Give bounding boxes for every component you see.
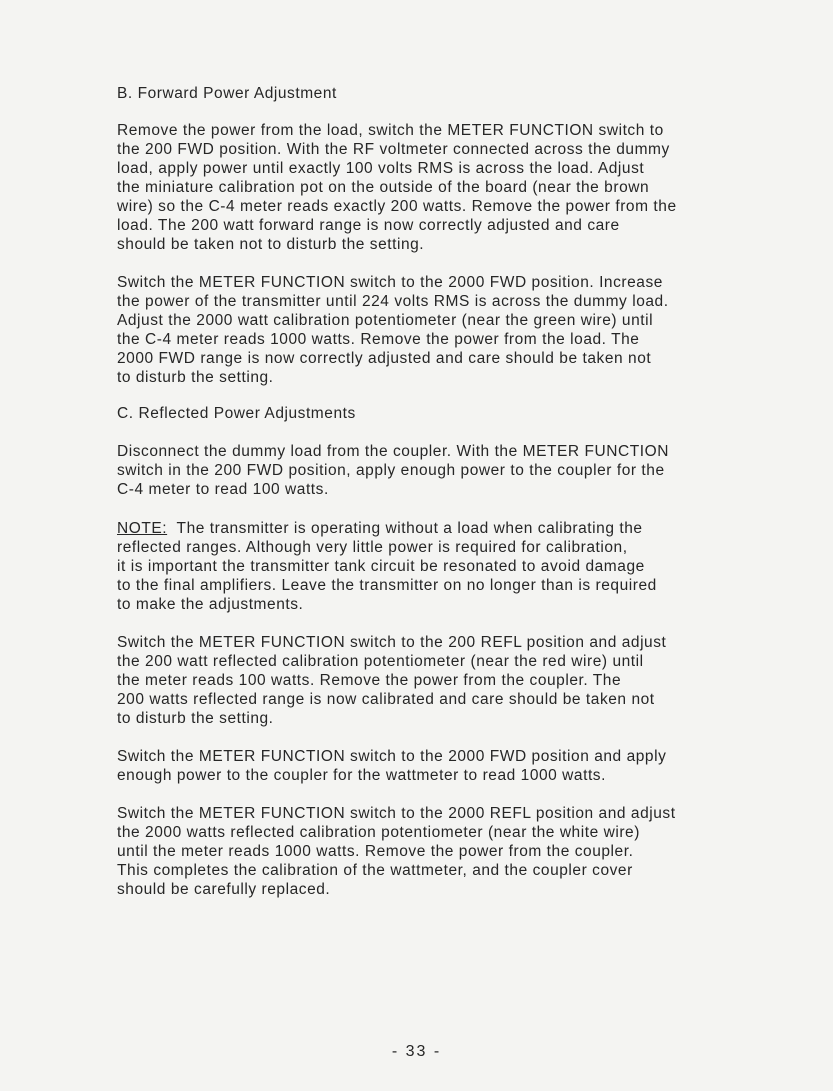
note-label: NOTE: [117,520,168,537]
text-line: Adjust the 2000 watt calibration potentiometer (near the green wire) until [117,312,654,329]
text-line: C-4 meter to read 100 watts. [117,481,329,498]
text-line: the power of the transmitter until 224 volts RMS is across the dummy load. [117,293,669,310]
text-line: the C-4 meter reads 1000 watts. Remove the power from the load. The [117,331,640,348]
text-line: until the meter reads 1000 watts. Remove the power from the coupler. [117,843,634,860]
text-line: Switch the METER FUNCTION switch to the 2000 REFL position and adjust [117,805,676,822]
paragraph-reflected-200 [117,633,666,728]
paragraph-apply-2000 [117,747,666,785]
text-line: Switch the METER FUNCTION switch to the 2000 FWD position. Increase [117,274,663,291]
paragraph-forward-200 [117,121,677,254]
text-line: to disturb the setting. [117,710,274,727]
text-line: to the final amplifiers. Leave the transmitter on no longer than is required [117,577,657,594]
text-line: wire) so the C-4 meter reads exactly 200 watts. Remove the power from the [117,198,677,215]
text-line: the miniature calibration pot on the outside of the board (near the brown [117,179,650,196]
text-line: Switch the METER FUNCTION switch to the 200 REFL position and adjust [117,634,667,651]
section-heading: C. Reflected Power Adjustments [117,405,356,422]
text-line: Switch the METER FUNCTION switch to the 2000 FWD position and apply [117,748,667,765]
text-line: should be taken not to disturb the setting. [117,236,425,253]
text-line: load. The 200 watt forward range is now correctly adjusted and care [117,217,620,234]
text-line: This completes the calibration of the wattmeter, and the coupler cover [117,862,633,879]
heading-forward-power [117,84,337,103]
heading-reflected-power [117,404,356,423]
text-line: The transmitter is operating without a load when calibrating the [167,520,643,537]
text-line: Remove the power from the load, switch the METER FUNCTION switch to [117,122,664,139]
text-line: switch in the 200 FWD position, apply enough power to the coupler for the [117,462,665,479]
text-line: 200 watts reflected range is now calibrated and care should be taken not [117,691,655,708]
paragraph-note [117,519,657,614]
note-first-line [117,519,657,538]
paragraph-forward-2000 [117,273,669,387]
page-number: - 33 - [391,1043,442,1060]
text-line: to make the adjustments. [117,596,304,613]
text-line: the 200 FWD position. With the RF voltmeter connected across the dummy [117,141,670,158]
text-line: reflected ranges. Although very little power is required for calibration, [117,539,628,556]
text-line: should be carefully replaced. [117,881,331,898]
paragraph-reflected-2000 [117,804,676,899]
paragraph-disconnect [117,442,669,499]
text-line: it is important the transmitter tank circuit be resonated to avoid damage [117,558,645,575]
text-line: the 2000 watts reflected calibration potentiometer (near the white wire) [117,824,640,841]
text-line: Disconnect the dummy load from the coupler. With the METER FUNCTION [117,443,669,460]
section-heading: B. Forward Power Adjustment [117,85,337,102]
text-line: the 200 watt reflected calibration potentiometer (near the red wire) until [117,653,644,670]
text-line: the meter reads 100 watts. Remove the power from the coupler. The [117,672,622,689]
text-line: 2000 FWD range is now correctly adjusted and care should be taken not [117,350,652,367]
text-line: load, apply power until exactly 100 volts RMS is across the load. Adjust [117,160,645,177]
text-line: enough power to the coupler for the wattmeter to read 1000 watts. [117,767,606,784]
text-line: to disturb the setting. [117,369,274,386]
